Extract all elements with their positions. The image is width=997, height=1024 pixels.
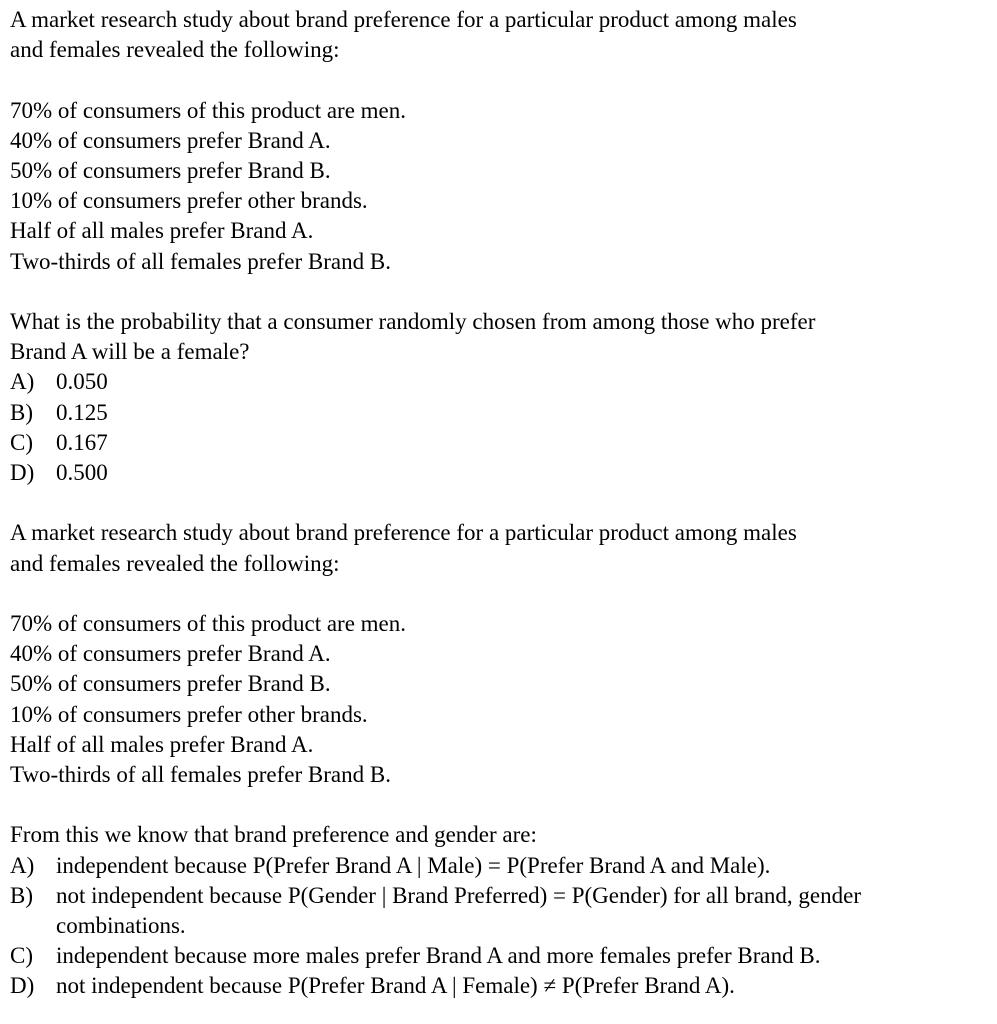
question-1-fact: Two-thirds of all females prefer Brand B. — [10, 248, 391, 274]
question-2-choice-b — [10, 881, 985, 941]
choice-text: 0.500 — [56, 460, 108, 486]
choice-text: not independent because P(Prefer Brand A | Female) ≠ P(Prefer Brand A). — [56, 973, 735, 999]
choice-letter: A) — [10, 852, 35, 878]
question-1-choice-b — [10, 398, 985, 428]
spacer — [10, 790, 985, 820]
question-2-prompt: From this we know that brand preference and gender are: — [10, 822, 537, 848]
question-2-choice-c — [10, 941, 985, 971]
spacer — [10, 65, 985, 95]
choice-letter: A) — [10, 369, 35, 395]
choice-text: independent because P(Prefer Brand A | Male) = P(Prefer Brand A and Male). — [56, 852, 771, 878]
question-1-intro-line: A market research study about brand preference for a particular product among males — [10, 7, 797, 32]
choice-text: 0.125 — [56, 399, 108, 425]
question-2-fact: 70% of consumers of this product are men. — [10, 611, 407, 636]
question-1 — [10, 5, 985, 488]
choice-letter: D) — [10, 973, 35, 999]
spacer — [10, 579, 985, 609]
choice-letter: C) — [10, 429, 33, 455]
question-2-fact: 40% of consumers prefer Brand A. — [10, 641, 331, 667]
question-1-choice-d — [10, 458, 985, 488]
question-2-intro-line: A market research study about brand preference for a particular product among males — [10, 520, 797, 546]
question-1-prompt: Brand A will be a female? — [10, 339, 250, 365]
question-1-fact: 70% of consumers of this product are men. — [10, 97, 407, 123]
question-1-choice-c — [10, 428, 985, 458]
question-2-fact: Two-thirds of all females prefer Brand B. — [10, 762, 391, 788]
question-2 — [10, 518, 985, 1001]
choice-text: not independent because P(Gender | Brand Preferred) = P(Gender) for all brand, gender combinations. — [56, 882, 862, 939]
question-1-fact: 50% of consumers prefer Brand B. — [10, 158, 331, 183]
choice-text: 0.167 — [56, 429, 108, 455]
spacer — [10, 277, 985, 307]
choice-text: 0.050 — [56, 369, 108, 395]
question-2-fact: Half of all males prefer Brand A. — [10, 731, 314, 757]
question-1-fact: Half of all males prefer Brand A. — [10, 218, 314, 244]
question-1-prompt: What is the probability that a consumer randomly chosen from among those who prefer — [10, 309, 816, 334]
choice-letter: B) — [10, 882, 33, 908]
choice-letter: D) — [10, 460, 35, 486]
question-2-fact: 10% of consumers prefer other brands. — [10, 701, 368, 727]
choice-letter: C) — [10, 943, 33, 969]
question-2-choice-d — [10, 971, 985, 1001]
spacer — [10, 488, 985, 518]
question-1-choice-a — [10, 367, 985, 397]
question-1-fact: 10% of consumers prefer other brands. — [10, 188, 368, 214]
question-1-fact: 40% of consumers prefer Brand A. — [10, 127, 331, 153]
question-1-intro-line: and females revealed the following: — [10, 37, 340, 63]
document-page — [10, 5, 985, 1002]
choice-letter: B) — [10, 399, 33, 425]
question-2-intro-line: and females revealed the following: — [10, 550, 340, 576]
question-2-fact: 50% of consumers prefer Brand B. — [10, 671, 331, 697]
choice-text: independent because more males prefer Brand A and more females prefer Brand B. — [56, 943, 821, 969]
question-2-choice-a — [10, 851, 985, 881]
